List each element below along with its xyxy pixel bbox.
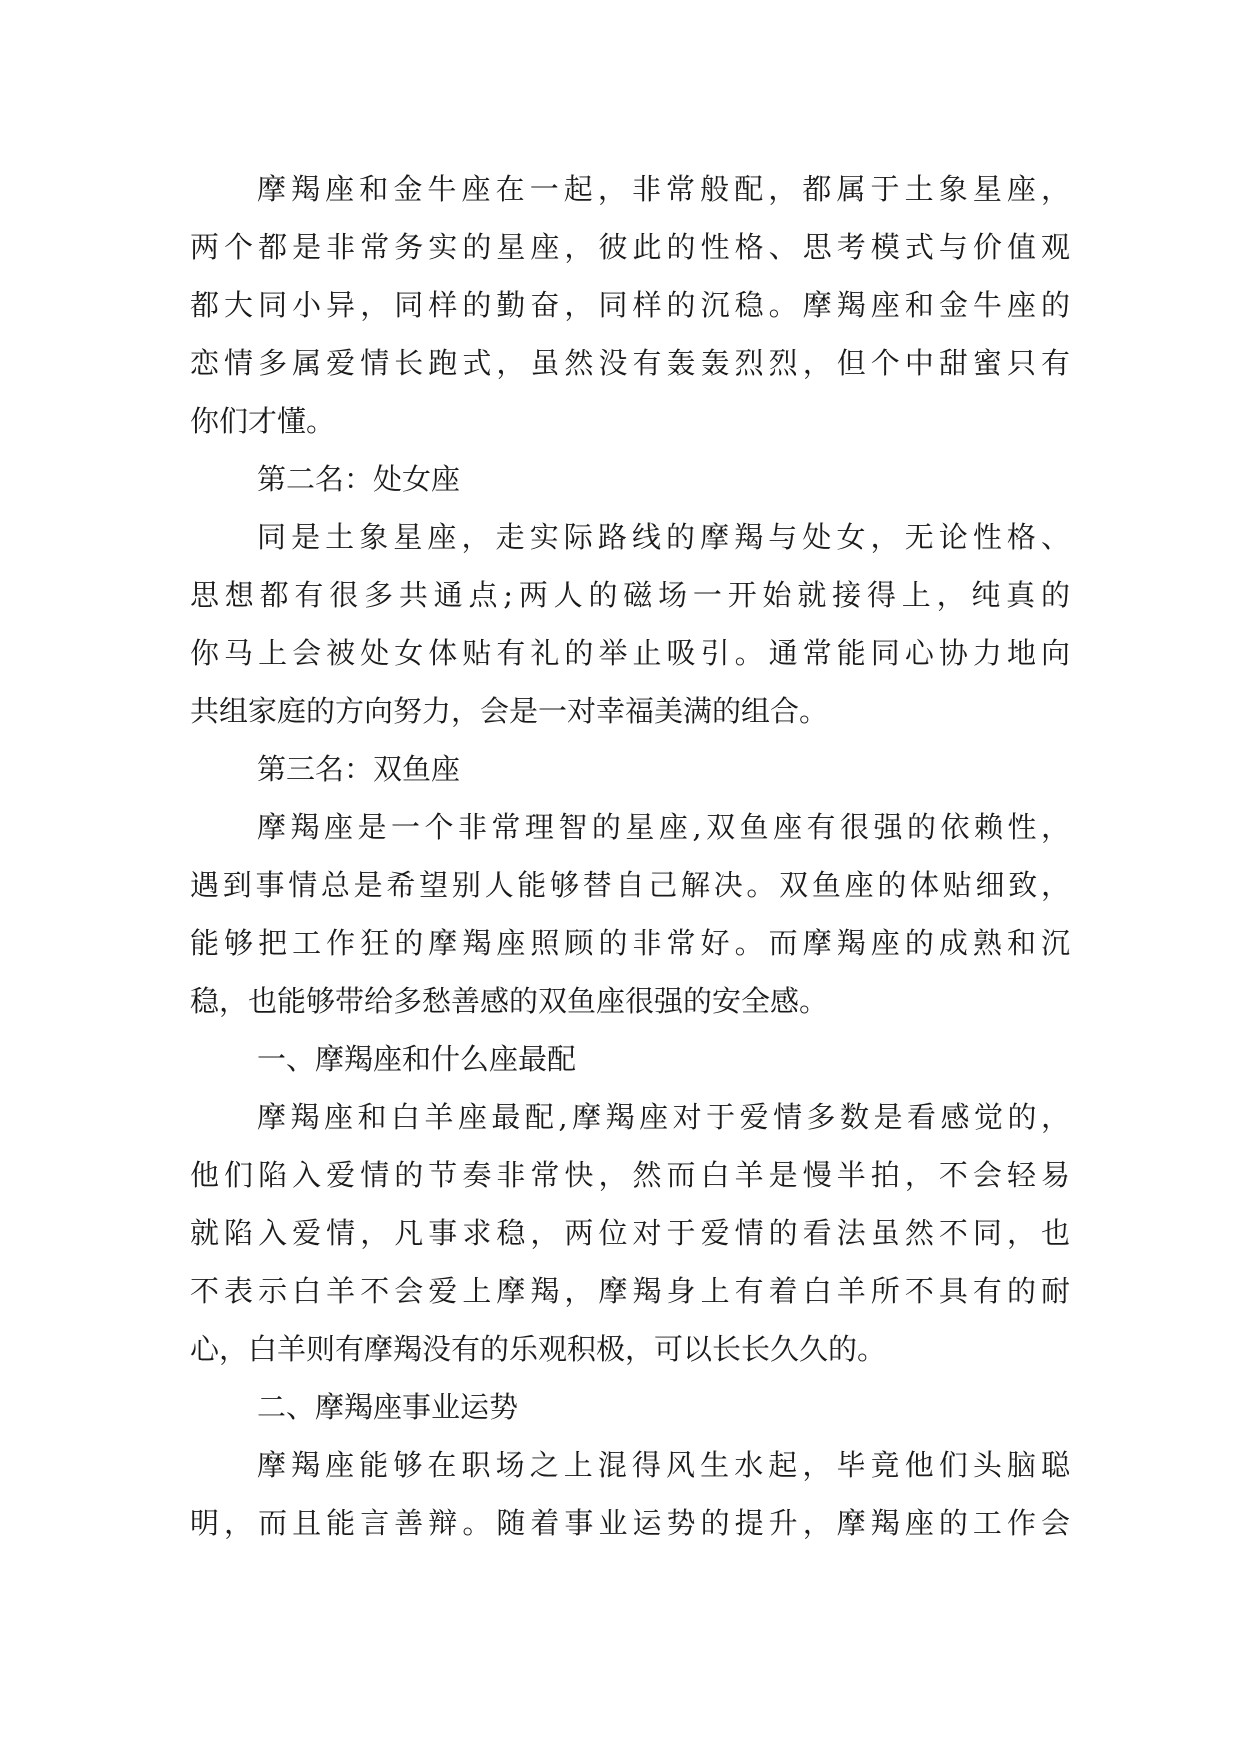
text-line: 摩羯座和白羊座最配,摩羯座对于爱情多数是看感觉的，	[257, 1100, 1070, 1134]
text-line: 共组家庭的方向努力，会是一对幸福美满的组合。	[190, 694, 829, 728]
text-line: 就陷入爱情，凡事求稳，两位对于爱情的看法虽然不同，也	[190, 1216, 1070, 1250]
text-line: 思想都有很多共通点;两人的磁场一开始就接得上，纯真的	[190, 578, 1070, 612]
text-line: 摩羯座是一个非常理智的星座,双鱼座有很强的依赖性，	[257, 810, 1070, 844]
text-line: 两个都是非常务实的星座，彼此的性格、思考模式与价值观	[190, 230, 1070, 264]
text-line: 明，而且能言善辩。随着事业运势的提升，摩羯座的工作会	[190, 1506, 1070, 1540]
text-line: 你们才懂。	[190, 404, 336, 438]
text-line: 恋情多属爱情长跑式，虽然没有轰轰烈烈，但个中甜蜜只有	[190, 346, 1070, 380]
text-line: 他们陷入爱情的节奏非常快，然而白羊是慢半拍，不会轻易	[190, 1158, 1070, 1192]
text-line: 第三名：双鱼座	[257, 752, 461, 786]
text-line: 同是土象星座，走实际路线的摩羯与处女，无论性格、	[257, 520, 1070, 554]
text-line: 心，白羊则有摩羯没有的乐观积极，可以长长久久的。	[190, 1332, 887, 1366]
text-line: 摩羯座和金牛座在一起，非常般配，都属于土象星座，	[257, 172, 1070, 206]
text-line: 都大同小异，同样的勤奋，同样的沉稳。摩羯座和金牛座的	[190, 288, 1070, 322]
text-line: 不表示白羊不会爱上摩羯，摩羯身上有着白羊所不具有的耐	[190, 1274, 1070, 1308]
document-body	[190, 160, 1070, 1552]
text-line: 你马上会被处女体贴有礼的举止吸引。通常能同心协力地向	[190, 636, 1070, 670]
text-line: 二、摩羯座事业运势	[257, 1390, 519, 1424]
text-line: 第二名：处女座	[257, 462, 461, 496]
text-line: 能够把工作狂的摩羯座照顾的非常好。而摩羯座的成熟和沉	[190, 926, 1070, 960]
text-line: 摩羯座能够在职场之上混得风生水起，毕竟他们头脑聪	[257, 1448, 1070, 1482]
text-line: 一、摩羯座和什么座最配	[257, 1042, 577, 1076]
text-line: 遇到事情总是希望别人能够替自己解决。双鱼座的体贴细致，	[190, 868, 1070, 902]
text-line: 稳，也能够带给多愁善感的双鱼座很强的安全感。	[190, 984, 829, 1018]
